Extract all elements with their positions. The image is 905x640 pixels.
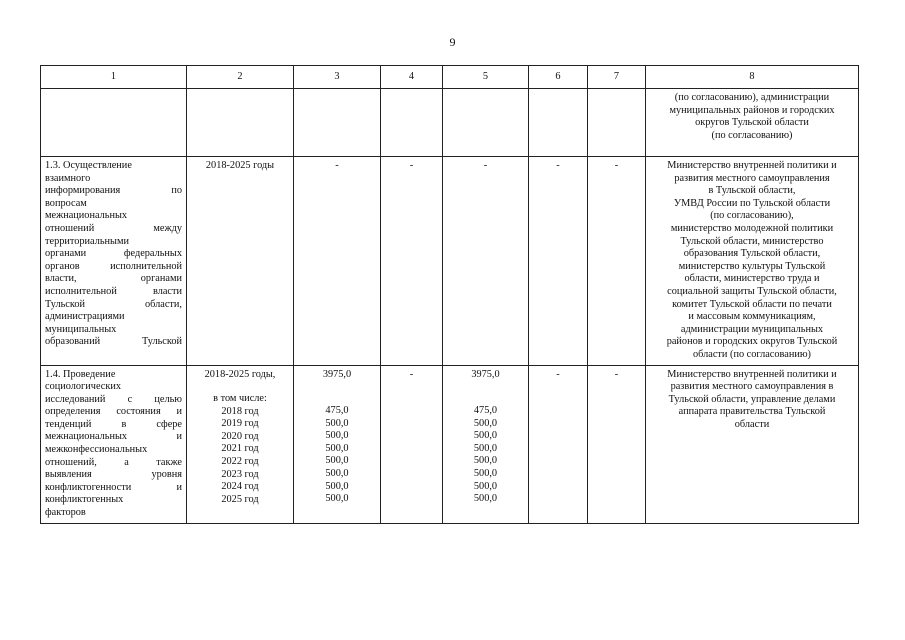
activity-line: 1.3. Осуществление [45,160,132,171]
amount-total: 3975,0 [471,368,500,380]
program-table [40,65,859,524]
table-row-continuation [41,89,859,157]
activity-line: власти, органами [45,273,182,285]
amount-total: 3975,0 [322,368,352,380]
activity-line: 1.4. Проведение [45,368,116,380]
col6-cell: - [529,157,588,366]
activity-line: конфликтогенности и [45,481,182,493]
activity-line: органов исполнительной [45,260,182,272]
col-header-1: 1 [41,66,187,89]
responsible-line: районов и городских округов Тульской [666,336,838,348]
activity-name-cell [41,157,187,366]
responsible-line: Тульской области, управление делами [668,393,836,405]
activity-line: социологических [45,381,122,393]
col7-cell: - [588,157,646,366]
amount-value: 500,0 [473,480,498,492]
activity-line: факторов [45,507,86,519]
responsible-cell [646,157,859,366]
activity-line: исполнительной власти [45,285,182,297]
activity-line: межконфессиональных [45,444,148,456]
amount-value: 500,0 [325,493,349,505]
activity-line: вопросам [45,197,87,209]
responsible-line: Министерство внутренней политики и [667,160,837,171]
period-text: 2018-2025 годы [205,160,275,171]
amount-value: 500,0 [473,417,498,429]
spacer [447,381,524,393]
table-row-1-4 [41,365,859,523]
responsible-line: министерство культуры Тульской [678,260,826,272]
activity-line: выявления уровня [45,469,182,481]
amount-value: 500,0 [473,442,498,454]
amount-value: 500,0 [473,430,498,442]
period-subtitle: в том числе: [213,393,267,405]
responsible-line: УМВД России по Тульской области [673,197,831,209]
responsible-line: (по согласованию), [710,210,794,222]
col-header-2: 2 [187,66,294,89]
activity-line: территориальными [45,235,129,247]
period-total: 2018-2025 годы, [204,368,276,380]
responsible-line: области, министерство труда и [684,273,820,285]
col3-cell: - [294,157,381,366]
responsible-cell [646,365,859,523]
col-header-8: 8 [646,66,859,89]
responsible-line: социальной защиты Тульской области, [667,285,837,297]
cell-empty [187,89,294,157]
activity-line: органами федеральных [45,248,182,260]
year-label: 2020 год [221,430,259,442]
responsible-line: администрации муниципальных [680,323,824,335]
year-label: 2024 год [221,481,259,493]
responsible-line: Тульской области, министерство [680,235,824,247]
amount-value: 500,0 [473,455,498,467]
spacer [298,393,376,405]
spacer [298,381,376,393]
year-label: 2021 год [221,443,259,455]
cell-empty [443,89,529,157]
activity-line: Тульской области, [45,298,182,310]
activity-line: тенденций в сфере [45,418,182,430]
year-label: 2025 год [221,493,259,505]
amount-value: 500,0 [325,417,349,429]
activity-line: определения состояния и [45,406,182,418]
period-cell [187,157,294,366]
col-header-7: 7 [588,66,646,89]
activity-line: межнациональных [45,210,128,222]
year-label: 2019 год [221,418,259,430]
responsible-line: министерство молодежной политики [670,222,834,234]
amount-value: 500,0 [325,480,349,492]
activity-line: исследований с целью [45,393,182,405]
col-header-4: 4 [381,66,443,89]
responsible-line: развития местного самоуправления в [670,381,834,393]
amount-value: 500,0 [325,430,349,442]
activity-line: взаимного [45,172,91,184]
col4-cell: - [381,157,443,366]
responsible-line: (по согласованию) [711,129,793,141]
amount-value: 475,0 [325,405,349,417]
col-header-6: 6 [529,66,588,89]
col5-cell [443,365,529,523]
col-header-3: 3 [294,66,381,89]
activity-line: образований Тульской [45,336,182,348]
col3-cell [294,365,381,523]
responsible-line: развития местного самоуправления [674,172,830,184]
amount-value: 500,0 [325,468,349,480]
cell-empty [588,89,646,157]
cell-empty [41,89,187,157]
responsible-line: области [734,418,770,430]
activity-line: конфликтогенных [45,494,124,506]
activity-line: информирования по [45,185,182,197]
year-label: 2023 год [221,468,259,480]
year-label: 2022 год [221,456,259,468]
responsible-line: Министерство внутренней политики и [667,368,837,380]
amount-value: 475,0 [473,405,498,417]
responsible-line: образования Тульской области, [683,248,821,260]
header-row [41,66,859,89]
col4-cell: - [381,365,443,523]
year-label: 2018 год [221,405,259,417]
col5-cell: - [443,157,529,366]
spacer [191,381,289,393]
activity-line: отношений между [45,222,182,234]
responsible-cell [646,89,859,157]
amount-value: 500,0 [325,442,349,454]
amount-value: 500,0 [325,455,349,467]
activity-line: отношений, а также [45,456,182,468]
col-header-5: 5 [443,66,529,89]
amount-value: 500,0 [473,468,498,480]
responsible-line: в Тульской области, [708,185,796,197]
responsible-line: (по согласованию), администрации [674,92,830,103]
activity-line: муниципальных [45,323,117,335]
cell-empty [294,89,381,157]
col6-cell: - [529,365,588,523]
table-row-1-3 [41,157,859,366]
spacer [447,393,524,405]
activity-line: межнациональных и [45,431,182,443]
responsible-line: комитет Тульской области по печати [672,298,832,310]
activity-name-cell [41,365,187,523]
page-number: 9 [449,35,456,49]
col7-cell: - [588,365,646,523]
activity-line: администрациями [45,311,125,323]
responsible-line: и массовым коммуникациям, [688,311,816,323]
responsible-line: округов Тульской области [695,117,809,129]
responsible-line: области (по согласованию) [693,348,811,360]
period-cell [187,365,294,523]
cell-empty [381,89,443,157]
responsible-line: аппарата правительства Тульской [678,406,826,418]
responsible-line: муниципальных районов и городских [669,104,835,116]
cell-empty [529,89,588,157]
amount-value: 500,0 [473,493,498,505]
